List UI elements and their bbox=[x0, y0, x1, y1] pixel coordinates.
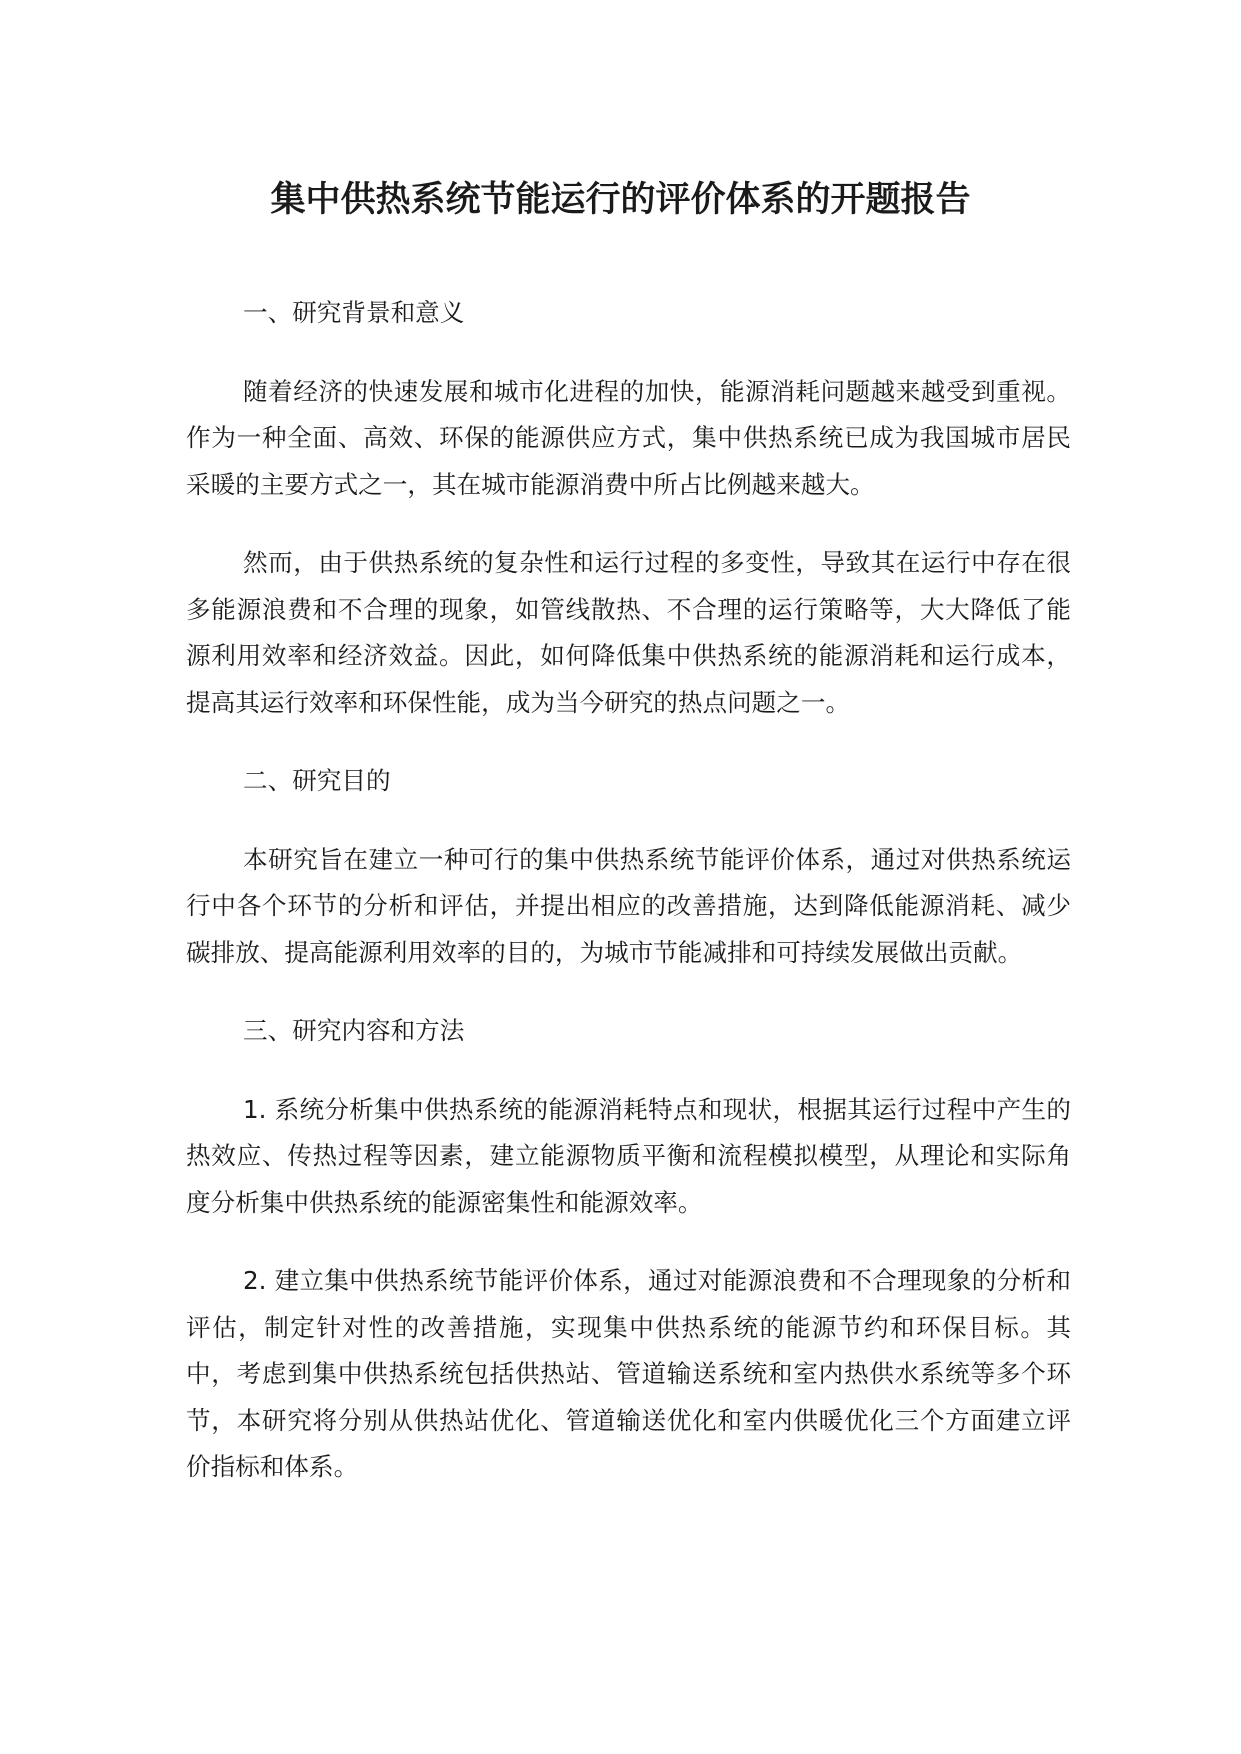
paragraph-method-2: 2. 建立集中供热系统节能评价体系，通过对能源浪费和不合理现象的分析和评估，制定针对性的改善措施，实现集中供热系统的能源节约和环保目标。其中，考虑到集中供热系统包括供热站、管道输送系统和室内热供水系统等多个环节，本研究将分别从供热站优化、管道输送优化和室内供暖优化三个方面建立评价指标和体系。 bbox=[186, 1266, 1071, 1481]
paragraph-background-1: 随着经济的快速发展和城市化进程的加快，能源消耗问题越来越受到重视。作为一种全面、高效、环保的能源供应方式，集中供热系统已成为我国城市居民采暖的主要方式之一，其在城市能源消费中所占比例越来越大。 bbox=[186, 376, 1071, 499]
paragraph-background-2: 然而，由于供热系统的复杂性和运行过程的多变性，导致其在运行中存在很多能源浪费和不合理的现象，如管线散热、不合理的运行策略等，大大降低了能源利用效率和经济效益。因此，如何降低集中供热系统的能源消耗和运行成本，提高其运行效率和环保性能，成为当今研究的热点问题之一。 bbox=[186, 548, 1071, 717]
section-heading-content-methods: 三、研究内容和方法 bbox=[243, 1016, 465, 1045]
section-heading-purpose: 二、研究目的 bbox=[243, 766, 391, 795]
paragraph-method-1: 1. 系统分析集中供热系统的能源消耗特点和现状，根据其运行过程中产生的热效应、传热过程等因素，建立能源物质平衡和流程模拟模型，从理论和实际角度分析集中供热系统的能源密集性和能源效率。 bbox=[186, 1094, 1071, 1217]
paragraph-purpose: 本研究旨在建立一种可行的集中供热系统节能评价体系，通过对供热系统运行中各个环节的分析和评估，并提出相应的改善措施，达到降低能源消耗、减少碳排放、提高能源利用效率的目的，为城市节能减排和可持续发展做出贡献。 bbox=[186, 844, 1071, 967]
document-body bbox=[186, 290, 1071, 1523]
document-title: 集中供热系统节能运行的评价体系的开题报告 bbox=[270, 180, 971, 220]
section-heading-background: 一、研究背景和意义 bbox=[243, 298, 465, 327]
